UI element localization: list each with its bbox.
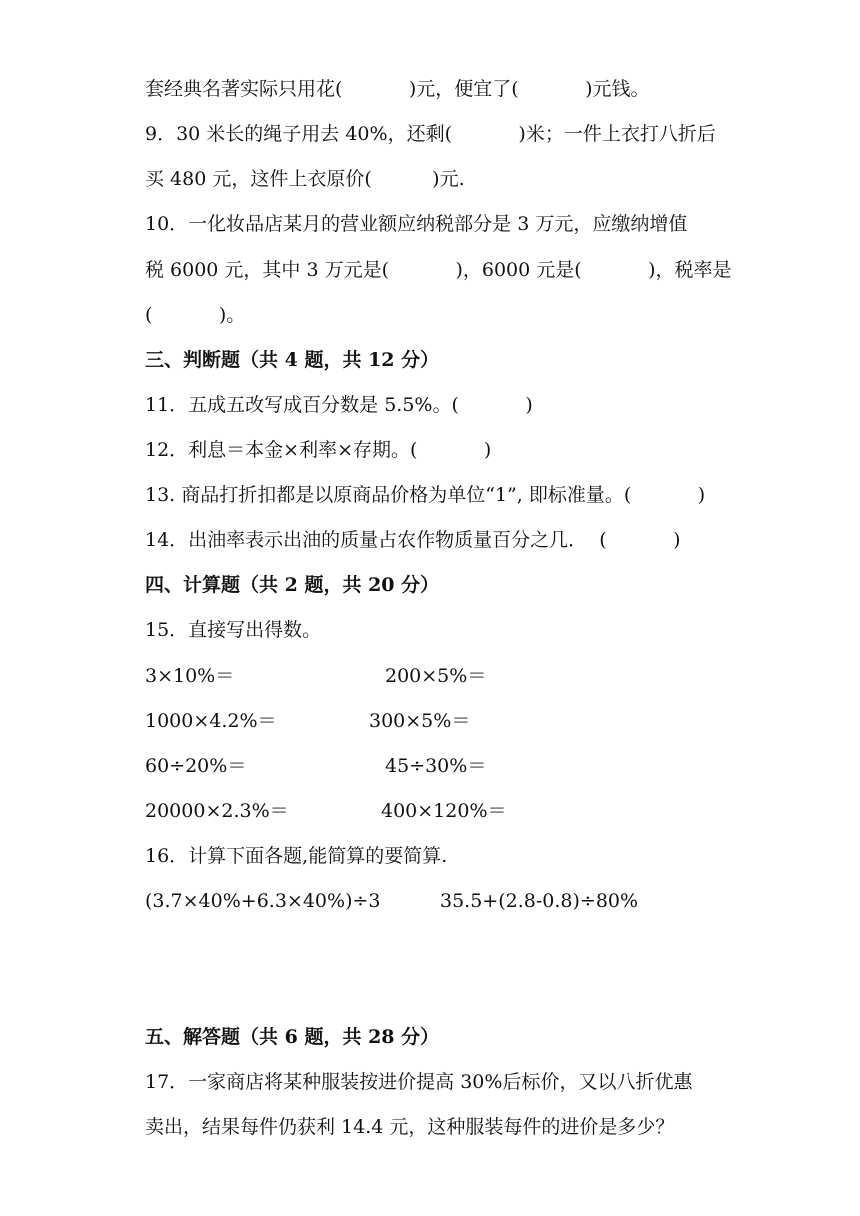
q15: 15．直接写出得数。 xyxy=(145,619,322,641)
calc-4b: 400×120%＝ xyxy=(381,800,507,822)
calc-3a: 60÷20%＝ xyxy=(145,755,247,777)
section-3-heading: 三、判断题（共 4 题，共 12 分） xyxy=(145,349,440,371)
q12: 12．利息＝本金×利率×存期。( ) xyxy=(145,439,492,461)
q9-line-2: 买 480 元，这件上衣原价( )元. xyxy=(145,168,465,190)
q9-line-1: 9．30 米长的绳子用去 40%，还剩( )米；一件上衣打八折后 xyxy=(145,123,716,145)
calc-2a: 1000×4.2%＝ xyxy=(145,710,277,732)
q16-item-1: (3.7×40%+6.3×40%)÷3 xyxy=(145,890,381,912)
calc-1a: 3×10%＝ xyxy=(145,665,235,687)
calc-4a: 20000×2.3%＝ xyxy=(145,800,289,822)
q17-line-1: 17．一家商店将某种服装按进价提高 30%后标价，又以八折优惠 xyxy=(145,1071,693,1093)
q17-line-2: 卖出，结果每件仍获利 14.4 元，这种服装每件的进价是多少？ xyxy=(145,1116,675,1138)
section-4-heading: 四、计算题（共 2 题，共 20 分） xyxy=(145,574,440,596)
calc-3b: 45÷30%＝ xyxy=(385,755,487,777)
q10-line-3: ( )。 xyxy=(145,304,246,326)
q8-continuation: 套经典名著实际只用花( )元，便宜了( )元钱。 xyxy=(145,78,650,100)
q10-line-1: 10．一化妆品店某月的营业额应纳税部分是 3 万元，应缴纳增值 xyxy=(145,213,688,235)
section-5-heading: 五、解答题（共 6 题，共 28 分） xyxy=(145,1026,440,1048)
q16: 16．计算下面各题,能简算的要简算. xyxy=(145,845,448,867)
q13: 13. 商品打折扣都是以原商品价格为单位“1”, 即标准量。( ) xyxy=(145,484,706,506)
q16-item-2: 35.5+(2.8-0.8)÷80% xyxy=(440,890,639,912)
calc-2b: 300×5%＝ xyxy=(369,710,471,732)
q11: 11．五成五改写成百分数是 5.5%。( ) xyxy=(145,394,533,416)
q10-line-2: 税 6000 元，其中 3 万元是( )，6000 元是( )，税率是 xyxy=(145,259,732,281)
q14: 14．出油率表示出油的质量占农作物质量百分之几． ( ) xyxy=(145,529,681,551)
calc-1b: 200×5%＝ xyxy=(385,665,487,687)
